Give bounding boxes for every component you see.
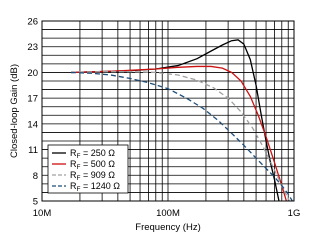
x-tick-label: 100M bbox=[156, 208, 180, 219]
y-tick-labels bbox=[27, 17, 38, 208]
x-axis-label: Frequency (Hz) bbox=[135, 222, 201, 233]
legend-label-4: $R_F = 1240$ Ω bbox=[70, 181, 120, 193]
y-tick-label: 11 bbox=[28, 145, 38, 157]
y-tick-label: 23 bbox=[27, 42, 38, 54]
legend bbox=[48, 145, 128, 193]
legend-label-1: $R_F = 250$ Ω bbox=[70, 148, 115, 160]
legend-label-3: $R_F = 909$ Ω bbox=[70, 170, 115, 182]
y-tick-label: 17 bbox=[27, 93, 38, 105]
y-tick-label: 26 bbox=[27, 16, 38, 28]
y-tick-label: 5 bbox=[32, 196, 38, 208]
x-tick-labels bbox=[33, 208, 301, 219]
legend-label-2: $R_F = 500$ Ω bbox=[70, 159, 115, 171]
x-tick-label: 1G bbox=[287, 208, 301, 219]
x-tick-label: 10M bbox=[32, 208, 52, 219]
y-tick-label: 20 bbox=[27, 67, 38, 79]
y-tick-label: 14 bbox=[27, 119, 38, 131]
y-tick-label: 8 bbox=[32, 170, 38, 182]
y-axis-label: Closed-loop Gain (dB) bbox=[9, 64, 20, 158]
